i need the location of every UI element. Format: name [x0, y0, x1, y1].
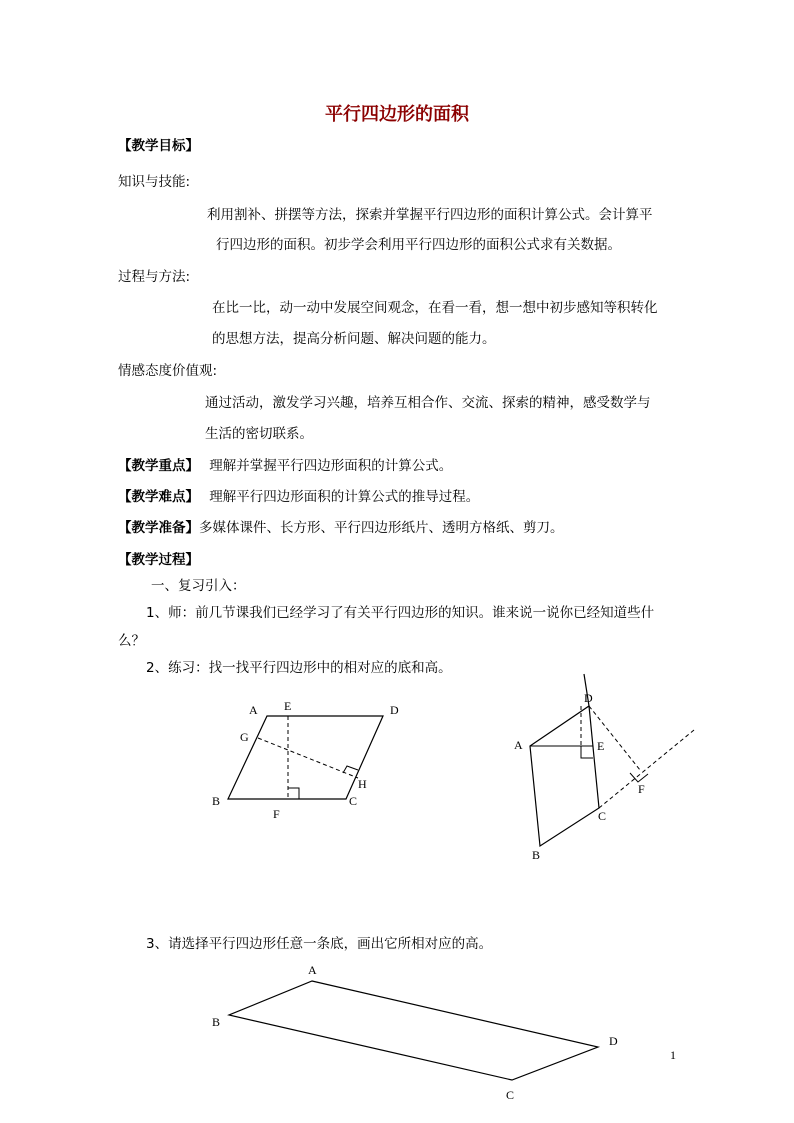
figure-1-label-B: B — [212, 794, 221, 808]
figure-2-outline — [530, 706, 599, 846]
page-number: 1 — [670, 1048, 676, 1062]
item-1-line-2: 么？ — [118, 633, 145, 649]
figure-3-label-B: B — [212, 1015, 221, 1029]
figure-2-extension-BC — [599, 730, 694, 808]
item-2-text: 2、练习：找一找平行四边形中的相对应的底和高。 — [146, 660, 452, 676]
figure-1-label-C: C — [349, 794, 358, 808]
emotion-label: 情感态度价值观: — [118, 363, 218, 379]
figure-2-label-E: E — [597, 739, 605, 753]
figure-1-label-G: G — [240, 730, 249, 744]
figure-2-label-B: B — [532, 848, 541, 862]
knowledge-label: 知识与技能: — [118, 174, 191, 190]
item-3-text: 3、请选择平行四边形任意一条底，画出它所相对应的高。 — [146, 936, 493, 952]
objectives-heading: 【教学目标】 — [118, 138, 199, 154]
process-line-1: 在比一比，动一动中发展空间观念，在看一看，想一想中初步感知等积转化 — [212, 300, 658, 316]
figure-3-outline — [229, 981, 598, 1080]
preparation-text: 多媒体课件、长方形、平行四边形纸片、透明方格纸、剪刀。 — [199, 520, 564, 536]
process-line-2: 的思想方法，提高分析问题、解决问题的能力。 — [212, 331, 496, 347]
page-title: 平行四边形的面积 — [325, 104, 469, 125]
difficulty-label: 【教学难点】 — [118, 489, 199, 505]
process-label: 过程与方法: — [118, 269, 191, 285]
figure-2-parallelogram — [514, 674, 694, 862]
item-1-line-1: 1、师：前几节课我们已经学习了有关平行四边形的知识。谁来说一说你已经知道些什 — [146, 605, 655, 621]
figure-2-label-D: D — [584, 691, 593, 705]
preparation-label: 【教学准备】 — [118, 520, 199, 536]
emotion-line-2: 生活的密切联系。 — [205, 426, 313, 442]
figure-2-label-A: A — [514, 738, 523, 752]
figure-1-label-F: F — [273, 807, 280, 821]
knowledge-line-2: 行四边形的面积。初步学会利用平行四边形的面积公式求有关数据。 — [216, 237, 621, 253]
figure-3-label-C: C — [506, 1088, 515, 1102]
figure-1-label-D: D — [390, 703, 399, 717]
key-point-text: 理解并掌握平行四边形面积的计算公式。 — [209, 458, 453, 474]
process-heading: 【教学过程】 — [118, 552, 199, 568]
figure-2-height-DF — [589, 706, 640, 770]
figure-1-label-H: H — [358, 777, 367, 791]
figure-2-label-C: C — [598, 809, 607, 823]
knowledge-line-1: 利用割补、拼摆等方法，探索并掌握平行四边形的面积计算公式。会计算平 — [207, 207, 653, 223]
section-1-heading: 一、复习引入： — [151, 578, 246, 594]
figure-1-right-angle-H — [343, 766, 358, 773]
figure-1-label-A: A — [249, 703, 258, 717]
emotion-line-1: 通过活动，激发学习兴趣，培养互相合作、交流、探索的精神，感受数学与 — [205, 395, 651, 411]
key-point-label: 【教学重点】 — [118, 458, 199, 474]
figure-3-label-D: D — [609, 1034, 618, 1048]
figure-1-label-E: E — [284, 699, 292, 713]
figure-1-right-angle-F — [288, 788, 299, 799]
figure-3-parallelogram — [212, 963, 618, 1102]
figure-2-right-angle-E — [581, 746, 593, 758]
figure-3-label-A: A — [308, 963, 317, 977]
figure-2-label-F: F — [638, 782, 645, 796]
difficulty-text: 理解平行四边形面积的计算公式的推导过程。 — [209, 489, 480, 505]
